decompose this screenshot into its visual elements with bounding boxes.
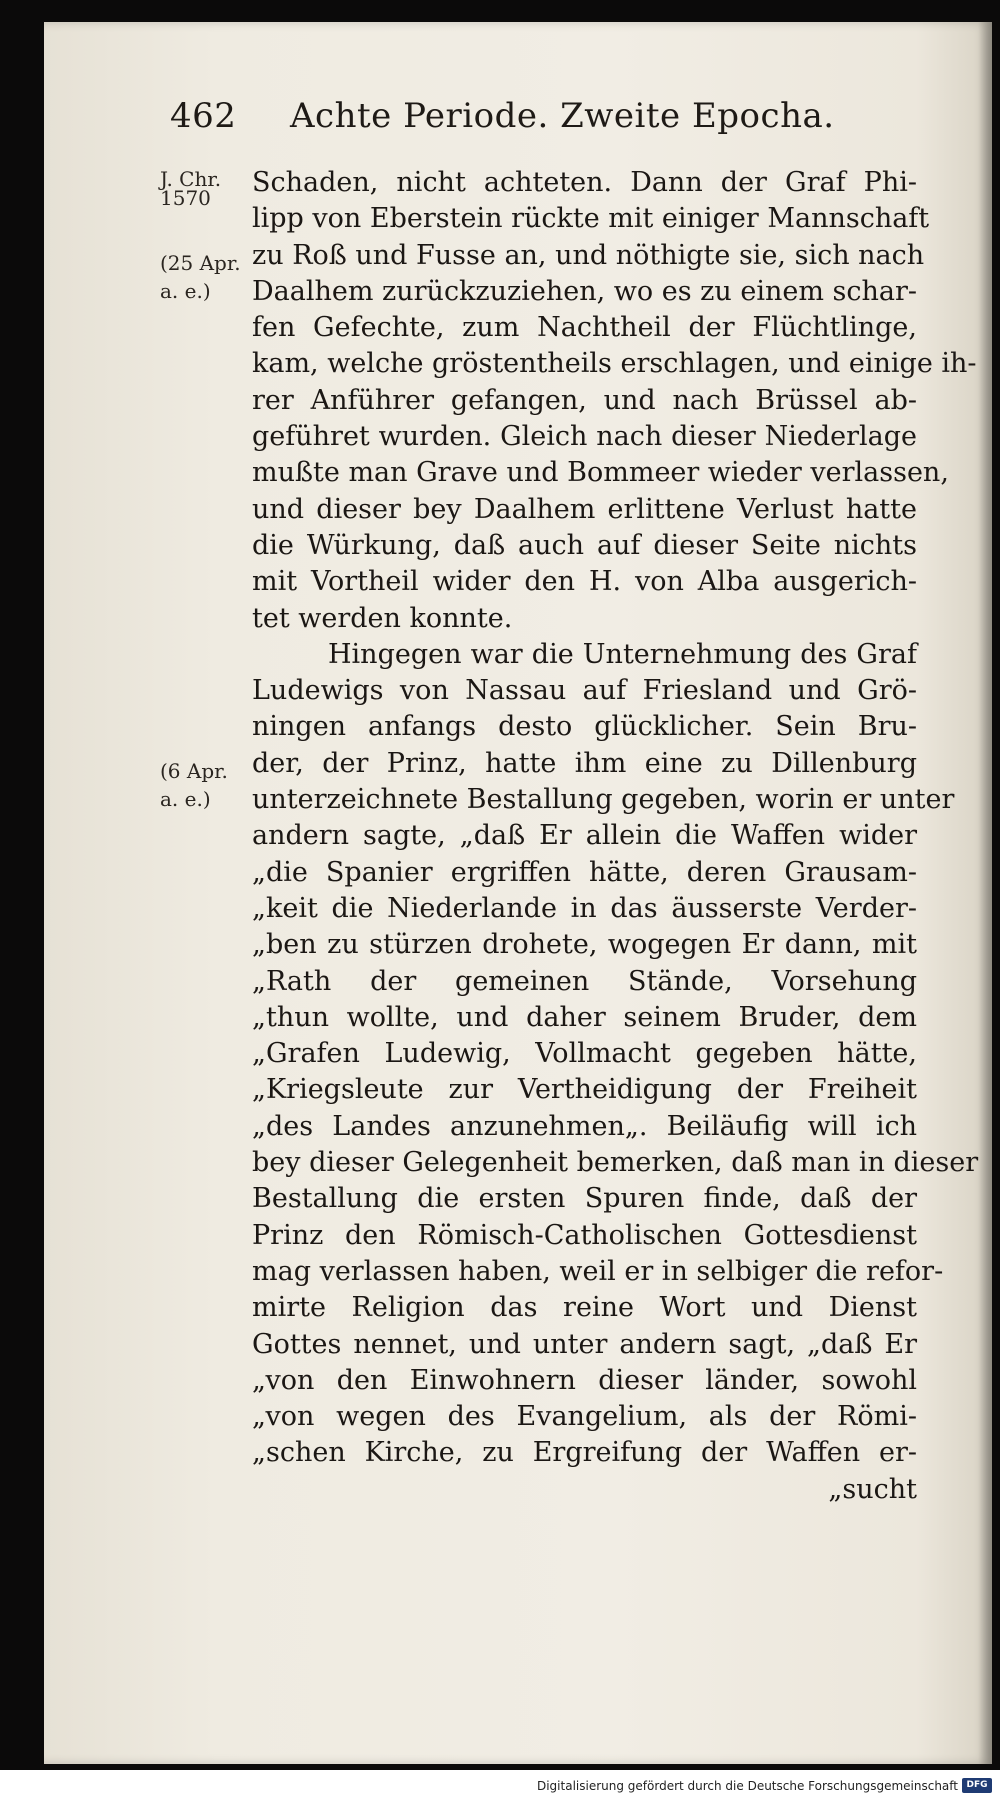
funding-credit: Digitalisierung gefördert durch die Deutsche Forschungsgemeinschaft	[536, 1779, 958, 1793]
text-line: „ben zu stürzen drohete, wogegen Er dann, mit	[252, 929, 917, 961]
text-line: andern sagte, „daß Er allein die Waffen wider	[252, 820, 917, 852]
text-line: „keit die Niederlande in das äusserste Verder-	[252, 892, 917, 924]
margin-note-date: (6 Apr.	[160, 759, 228, 783]
paragraph-start-line: Hingegen war die Unternehmung des Graf	[328, 638, 917, 670]
catchword: „sucht	[828, 1473, 917, 1505]
text-line: die Würkung, daß auch auf dieser Seite nichts	[252, 529, 917, 561]
text-line: Prinz den Römisch-Catholischen Gottesdienst	[252, 1219, 917, 1251]
text-line: zu Roß und Fusse an, und nöthigte sie, sich nach	[252, 239, 925, 271]
text-line: rer Anführer gefangen, und nach Brüssel ab-	[252, 384, 917, 416]
text-line: „von den Einwohnern dieser länder, sowohl	[252, 1364, 917, 1396]
running-title: Achte Periode. Zweite Epocha.	[290, 96, 835, 136]
page-header	[170, 96, 910, 146]
text-line: Schaden, nicht achteten. Dann der Graf Phi-	[252, 167, 917, 198]
text-line: mußte man Grave und Bommeer wieder verlassen,	[252, 457, 949, 489]
text-line: „die Spanier ergriffen hätte, deren Grausam-	[252, 856, 917, 888]
text-line: Daalhem zurückzuziehen, wo es zu einem schar-	[252, 275, 918, 307]
text-line: Bestallung die ersten Spuren finde, daß der	[252, 1183, 917, 1215]
text-line: „Rath der gemeinen Stände, Vorsehung	[252, 965, 917, 997]
main-text-block	[252, 165, 979, 1508]
page-number: 462	[170, 96, 237, 136]
text-line: mirte Religion das reine Wort und Dienst	[252, 1292, 917, 1324]
text-line: Ludewigs von Nassau auf Friesland und Grö-	[252, 675, 917, 707]
margin-note-era: J. Chr.	[160, 167, 222, 191]
text-line: bey dieser Gelegenheit bemerken, daß man in dieser	[252, 1147, 979, 1179]
margin-note-year: 1570	[160, 186, 211, 210]
digitization-footer	[0, 1770, 1000, 1801]
text-line: „des Landes anzunehmen„. Beiläufig will ich	[252, 1110, 917, 1142]
margin-note-date-suffix: a. e.)	[160, 787, 211, 811]
text-line: und dieser bey Daalhem erlittene Verlust hatte	[252, 493, 917, 525]
dfg-logo: DFG	[962, 1778, 992, 1793]
margin-note-date-suffix: a. e.)	[160, 279, 211, 303]
text-line: kam, welche gröstentheils erschlagen, und einige ih-	[252, 348, 977, 380]
text-line: „Kriegsleute zur Vertheidigung der Freiheit	[252, 1074, 917, 1106]
text-line: „Grafen Ludewig, Vollmacht gegeben hätte,	[252, 1038, 917, 1070]
text-line: mit Vortheil wider den H. von Alba ausgerich-	[252, 566, 917, 598]
text-line: fen Gefechte, zum Nachtheil der Flüchtlinge,	[252, 312, 917, 344]
margin-note-date: (25 Apr.	[160, 251, 241, 275]
text-line: lipp von Eberstein rückte mit einiger Mannschaft	[252, 203, 930, 235]
text-line: „thun wollte, und daher seinem Bruder, dem	[252, 1001, 917, 1033]
text-line: unterzeichnete Bestallung gegeben, worin er unter	[252, 784, 955, 816]
text-line: Gottes nennet, und unter andern sagt, „daß Er	[252, 1328, 917, 1360]
text-line: der, der Prinz, hatte ihm eine zu Dillenburg	[252, 747, 917, 779]
text-line: ningen anfangs desto glücklicher. Sein Bru-	[252, 711, 917, 743]
text-line: geführet wurden. Gleich nach dieser Niederlage	[252, 421, 917, 453]
text-line: mag verlassen haben, weil er in selbiger die refor-	[252, 1255, 944, 1287]
text-line: tet werden konnte.	[252, 602, 513, 634]
text-line: „schen Kirche, zu Ergreifung der Waffen er-	[252, 1437, 917, 1469]
text-line: „von wegen des Evangelium, als der Römi-	[252, 1401, 917, 1433]
page-gutter-shadow	[978, 22, 992, 1764]
